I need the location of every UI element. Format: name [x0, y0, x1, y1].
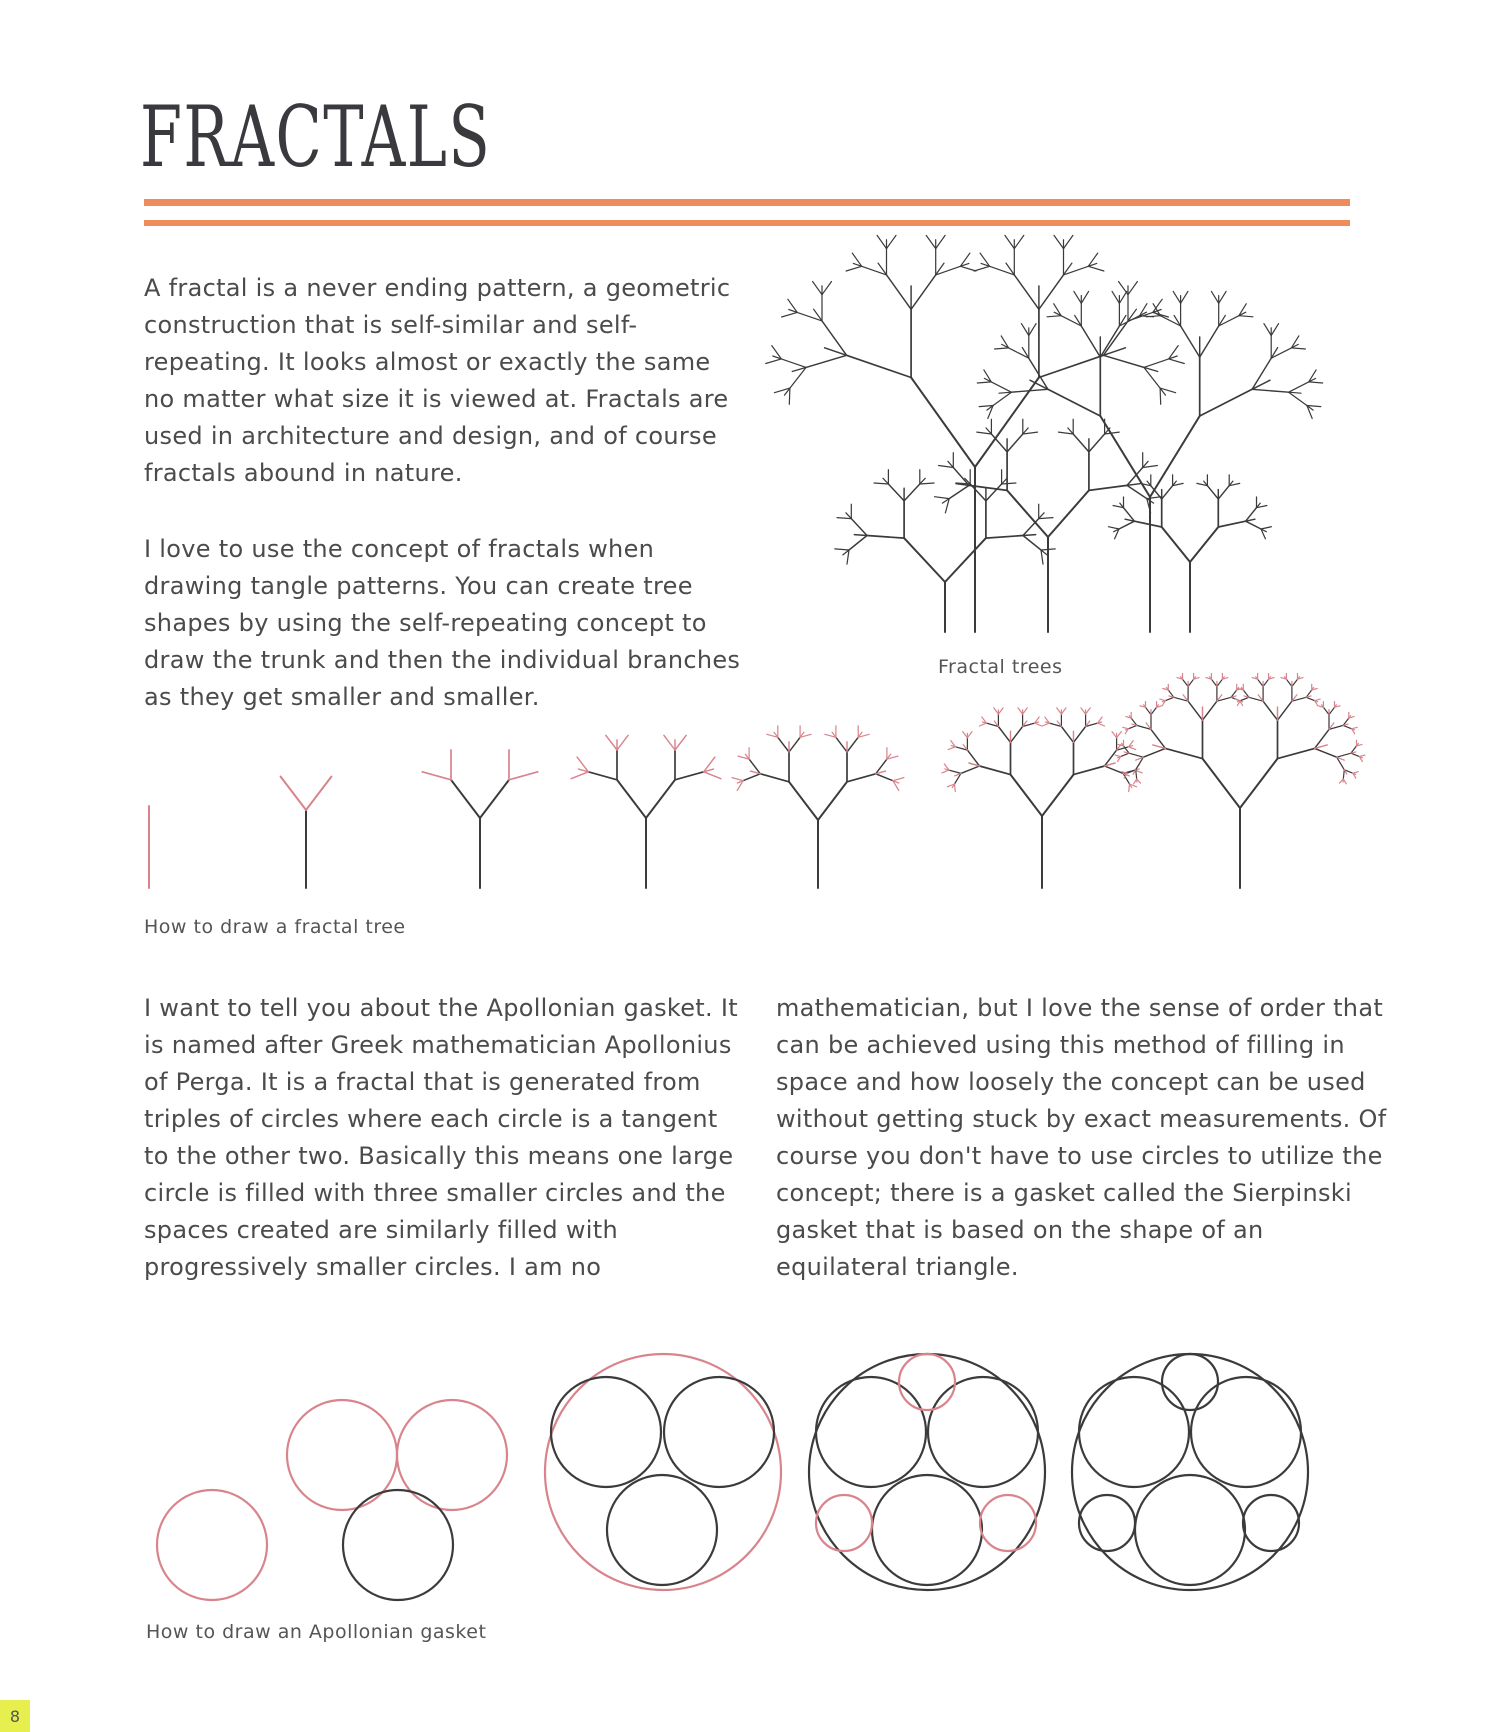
tree-branch — [961, 766, 980, 773]
gasket-circle — [816, 1495, 872, 1551]
tree-branch — [1261, 527, 1272, 529]
tree-branch — [1061, 727, 1073, 743]
tree-branch — [822, 321, 847, 355]
tree-branch — [1081, 326, 1100, 357]
tree-branch — [1240, 759, 1278, 808]
tree-branch — [1023, 519, 1039, 536]
gasket-circle — [343, 1490, 453, 1600]
tree-branch — [1240, 697, 1249, 700]
tree-branch — [1291, 348, 1305, 349]
tree-branch — [1042, 775, 1074, 816]
tree-branch — [963, 732, 968, 738]
tree-branch — [617, 780, 646, 818]
tree-branch — [936, 235, 945, 248]
tree-branch — [1109, 527, 1120, 529]
tree-branch — [1039, 275, 1064, 309]
tree-branch — [1103, 321, 1128, 355]
tree-branch — [1188, 701, 1202, 720]
tree-branch — [949, 770, 961, 773]
tree-branch — [847, 355, 912, 377]
tree-branch — [942, 770, 949, 773]
tree-branch — [1181, 326, 1200, 357]
gasket-circle — [1191, 1377, 1301, 1487]
gasket-circle — [1072, 1354, 1308, 1590]
tree-branch — [480, 780, 509, 818]
tree-branch — [874, 483, 888, 484]
tree-branch — [1074, 291, 1081, 303]
tree-branch — [835, 549, 849, 550]
gasket-circle — [551, 1377, 661, 1487]
tree-branch — [849, 536, 867, 551]
tree-branch — [451, 780, 480, 818]
gasket-caption: How to draw an Apollonian gasket — [146, 1621, 487, 1643]
intro-paragraph-1: A fractal is a never ending pattern, a geometric construction that is self-similar and self-repeating. It looks almost or exactly the same no matter what size it is viewed at. Fractals are used in architecture and design, and of course fractals abound in nature. — [144, 274, 731, 487]
tree-branch — [977, 382, 991, 383]
gasket-circle — [1243, 1495, 1299, 1551]
tree-branch — [1292, 679, 1298, 686]
tree-branch — [1343, 770, 1344, 779]
tree-branch — [1315, 748, 1337, 757]
tree-branch — [1246, 521, 1261, 529]
tree-branch — [911, 378, 975, 468]
tree-branch — [1112, 291, 1119, 303]
tree-branch — [1074, 766, 1105, 775]
tree-branch — [847, 737, 858, 752]
tree-branch — [1081, 708, 1086, 714]
tree-branch — [1181, 291, 1188, 303]
tree-branch — [789, 388, 790, 404]
tree-branch — [1286, 679, 1292, 686]
tree-branch — [1306, 697, 1315, 700]
tree-branch — [646, 780, 675, 818]
tree-branch — [617, 735, 628, 750]
tree-branch — [822, 282, 832, 295]
tree-branch — [911, 275, 936, 309]
tree-branch — [974, 266, 990, 271]
tree-branch — [967, 732, 972, 738]
tree-branch — [1128, 725, 1137, 728]
fractal-trees-caption: Fractal trees — [938, 656, 1063, 678]
tree-branch — [1289, 382, 1309, 392]
tree-branch — [789, 782, 818, 820]
tree-branch — [1289, 392, 1307, 405]
tree-branch — [836, 737, 847, 752]
tree-branch — [306, 777, 331, 810]
tree-branch — [986, 536, 1023, 539]
tree-branch — [994, 708, 999, 714]
tree-branch — [998, 708, 1003, 714]
tree-branch — [876, 774, 893, 781]
fractal-trees-illustration — [766, 235, 1323, 632]
tree-branch — [998, 727, 1010, 743]
tree-branch — [588, 772, 617, 780]
tree-branch — [1143, 748, 1165, 757]
tree-branch — [1023, 708, 1028, 714]
gasket-circle — [980, 1495, 1036, 1551]
tree-branch — [1160, 388, 1161, 404]
tree-branch — [606, 735, 617, 750]
tree-branch — [704, 772, 721, 779]
tree-branch — [837, 518, 851, 519]
tree-branch — [1188, 679, 1194, 686]
tree-branch — [281, 777, 306, 810]
tree-branch — [904, 538, 945, 582]
tree-branch — [846, 266, 862, 271]
tree-branch — [867, 536, 904, 539]
apollonian-gasket-steps-illustration — [157, 1354, 1308, 1600]
tree-branch — [993, 392, 1011, 405]
tree-branch — [1203, 759, 1241, 808]
tree-branch — [1119, 291, 1126, 303]
tree-branch — [888, 484, 904, 501]
tree-branch — [1089, 485, 1127, 490]
tree-branch — [1169, 359, 1185, 364]
tree-branch — [1239, 316, 1253, 317]
tree-branch — [1064, 235, 1073, 248]
tree-branch — [1021, 324, 1028, 336]
fractal-tree-steps-illustration — [149, 674, 1365, 889]
tree-branch — [1162, 486, 1173, 499]
tree-branch — [1151, 707, 1157, 714]
gasket-circle — [157, 1490, 267, 1600]
apollonian-paragraph-column-2: mathematician, but I love the sense of order that can be achieved using this method of filling in space and how loosely the concept can be used without getting stuck by exact measurements. Of course you don't have to use circles to utilize the concept; there is a gasket called the Sierpinski gasket that is based on the shape of an equilateral triangle. — [776, 994, 1387, 1281]
tree-branch — [806, 355, 847, 367]
gasket-circle — [607, 1475, 717, 1585]
tree-branch — [1211, 679, 1217, 686]
tree-branch — [1048, 490, 1089, 537]
tree-branch — [1165, 748, 1202, 758]
tree-branch — [1129, 747, 1136, 750]
tree-branch — [1023, 536, 1041, 551]
tree-branch — [949, 485, 969, 498]
gasket-circle — [809, 1354, 1045, 1590]
tree-branch — [1042, 723, 1049, 726]
tree-branch — [1029, 324, 1036, 336]
tree-branch — [1252, 389, 1289, 392]
tree-branch — [732, 778, 743, 781]
tree-branch — [920, 483, 934, 484]
tree-branch — [1057, 708, 1062, 714]
tree-branch — [948, 747, 955, 750]
tree-branch — [1211, 291, 1218, 303]
tree-branch — [955, 784, 956, 792]
tree-branch — [1014, 275, 1039, 309]
tree-branch — [851, 519, 867, 536]
tree-branch — [1218, 521, 1245, 527]
tree-branch — [1005, 235, 1014, 248]
tree-branch — [1011, 727, 1023, 743]
tree-branch — [1173, 291, 1180, 303]
intro-paragraph-2: I love to use the concept of fractals when drawing tangle patterns. You can create tree shapes by using the self-repeating concept to draw the trunk and then the individual branches as they get smaller and smaller. — [144, 535, 741, 711]
tree-branch — [1134, 521, 1161, 527]
tree-branch — [1129, 784, 1130, 792]
tree-steps-caption: How to draw a fractal tree — [144, 916, 406, 938]
tree-branch — [790, 367, 806, 388]
tree-branch — [1088, 266, 1104, 271]
tree-branch — [887, 235, 897, 248]
tree-branch — [1061, 708, 1066, 714]
tree-branch — [1128, 282, 1137, 295]
tree-branch — [1112, 732, 1117, 738]
page-number: 8 — [0, 1700, 30, 1732]
tree-branch — [1007, 434, 1023, 452]
tree-branch — [782, 312, 798, 317]
tree-branch — [1165, 697, 1174, 700]
tree-branch — [1048, 389, 1100, 416]
tree-branch — [571, 772, 588, 779]
tree-branch — [1117, 732, 1122, 738]
tree-branch — [813, 282, 822, 295]
gasket-circle — [664, 1377, 774, 1487]
tree-branch — [1002, 483, 1016, 484]
gasket-circle — [899, 1354, 955, 1410]
tree-branch — [675, 772, 704, 780]
tree-branch — [1039, 355, 1104, 377]
tree-branch — [818, 782, 847, 820]
tree-branch — [1121, 753, 1130, 756]
tree-branch — [1086, 708, 1091, 714]
tree-branch — [1323, 707, 1329, 714]
gasket-circle — [545, 1354, 781, 1590]
gasket-circle — [1079, 1377, 1189, 1487]
tree-branch — [1258, 679, 1264, 686]
tree-branch — [1018, 708, 1023, 714]
gasket-circle — [1079, 1495, 1135, 1551]
tree-branch — [887, 275, 912, 309]
tree-branch — [789, 737, 800, 752]
tree-branch — [422, 772, 451, 780]
tree-branch — [1105, 766, 1124, 773]
tree-branch — [760, 774, 789, 782]
tree-branch — [945, 538, 986, 582]
gasket-circle — [928, 1377, 1038, 1487]
gasket-circle — [397, 1400, 507, 1510]
tree-branch — [991, 382, 1011, 392]
tree-branch — [1035, 723, 1042, 726]
tree-branch — [1218, 486, 1229, 499]
tree-branch — [1183, 679, 1189, 686]
tree-branch — [980, 766, 1011, 775]
tree-branch — [766, 359, 782, 364]
tree-branch — [1074, 727, 1086, 743]
tree-branch — [1162, 527, 1190, 562]
tree-branch — [1278, 748, 1315, 758]
tree-branch — [1011, 775, 1043, 816]
tree-branch — [1271, 324, 1278, 336]
tree-branch — [1047, 316, 1061, 317]
tree-branch — [893, 778, 904, 781]
tree-branch — [1278, 701, 1292, 720]
tree-branch — [1144, 367, 1160, 388]
tree-branch — [1089, 434, 1105, 452]
tree-branch — [1200, 326, 1219, 357]
tree-branch — [1219, 291, 1226, 303]
tree-branch — [781, 359, 806, 368]
tree-branch — [664, 735, 675, 750]
tree-branch — [991, 434, 1007, 452]
gasket-circle — [1135, 1475, 1245, 1585]
tree-branch — [1207, 486, 1218, 499]
tree-branch — [743, 774, 760, 781]
tree-branch — [986, 484, 1002, 501]
tree-branch — [1190, 527, 1218, 562]
tree-branch — [904, 484, 920, 501]
tree-branch — [847, 774, 876, 782]
tree-branch — [1337, 753, 1351, 757]
tree-branch — [1264, 324, 1271, 336]
tree-branch — [1217, 679, 1223, 686]
gasket-circle — [816, 1377, 926, 1487]
tree-branch — [854, 535, 867, 536]
tree-branch — [995, 348, 1009, 349]
page-title: FRACTALS — [140, 88, 492, 186]
tree-branch — [1263, 679, 1269, 686]
tree-branch — [979, 723, 986, 726]
tree-branch — [1146, 707, 1152, 714]
apollonian-paragraph-column-1: I want to tell you about the Apollonian gasket. It is named after Greek mathematician Apollonius of Perga. It is a fractal that is generated from triples of circles where each circle is a tangent to the other two. Basically this means one large circle is filled with three smaller circles and the spaces created are similarly filled with progressively smaller circles. I am no — [144, 994, 738, 1281]
gasket-circle — [872, 1475, 982, 1585]
tree-branch — [675, 735, 686, 750]
tree-branch — [1309, 382, 1323, 383]
tree-branch — [1343, 725, 1352, 728]
tree-branch — [960, 266, 976, 271]
tree-branch — [1039, 518, 1053, 519]
tree-branch — [1119, 521, 1134, 529]
tree-branch — [877, 235, 886, 248]
tree-branch — [1129, 753, 1143, 757]
tree-branch — [926, 235, 936, 248]
tree-branch — [1351, 753, 1360, 756]
tree-branch — [778, 737, 789, 752]
tree-branch — [1073, 434, 1089, 452]
tree-branch — [1081, 291, 1088, 303]
tree-branch — [1200, 389, 1252, 416]
tree-branch — [935, 497, 950, 499]
tree-branch — [1054, 235, 1064, 248]
tree-branch — [1098, 723, 1105, 726]
tree-branch — [1023, 535, 1036, 536]
tree-branch — [1263, 701, 1277, 720]
tree-branch — [1329, 707, 1335, 714]
gasket-circle — [1162, 1354, 1218, 1410]
tree-branch — [1144, 359, 1169, 368]
tree-branch — [1103, 355, 1144, 367]
tree-branch — [509, 772, 538, 780]
tree-branch — [1014, 235, 1024, 248]
tree-branch — [1203, 701, 1217, 720]
